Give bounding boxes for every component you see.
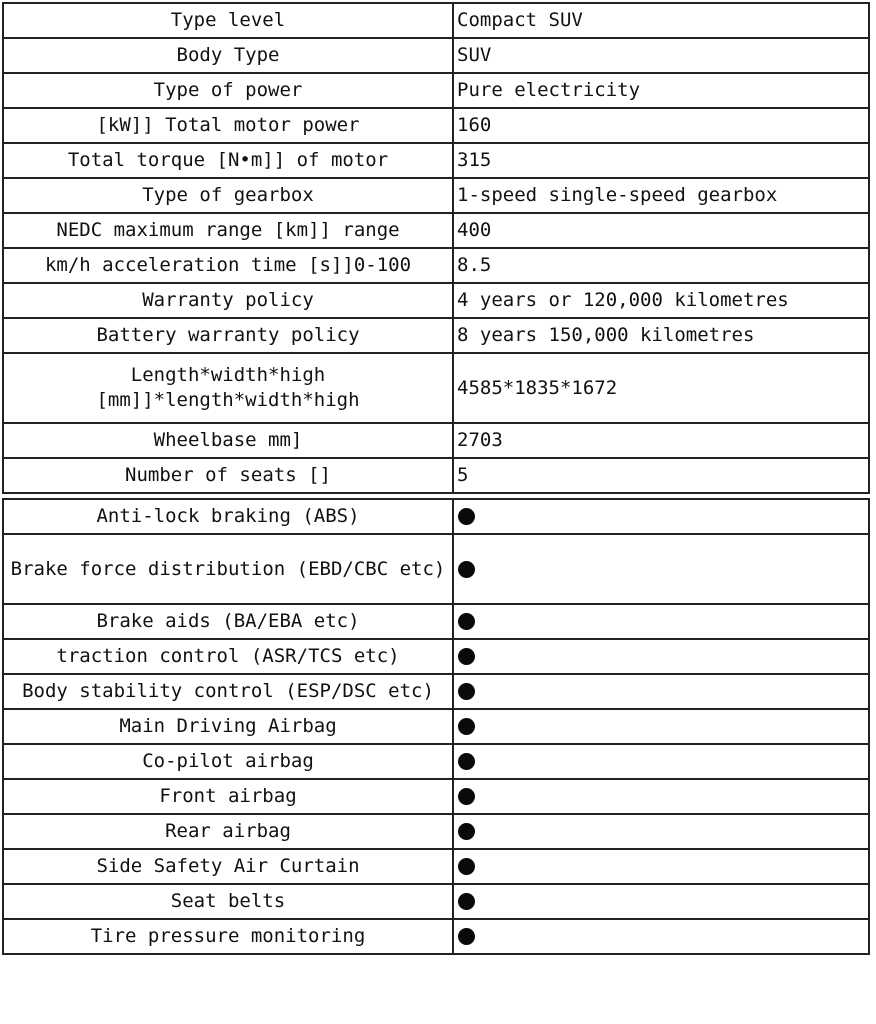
filled-circle-icon [458,508,475,525]
table-row [3,248,869,283]
feature-indicator [453,499,869,534]
table-row [3,108,869,143]
feature-label: Anti-lock braking (ABS) [3,499,453,534]
table-row [3,639,869,674]
table-row [3,3,869,38]
spec-value: 160 [453,108,869,143]
spec-value: 5 [453,458,869,493]
spec-sheet [2,2,870,955]
feature-indicator [453,709,869,744]
feature-label: Body stability control (ESP/DSC etc) [3,674,453,709]
feature-indicator [453,674,869,709]
spec-value: 8 years 150,000 kilometres [453,318,869,353]
spec-label: Number of seats [] [3,458,453,493]
spec-label: Wheelbase mm] [3,423,453,458]
spec-label: Body Type [3,38,453,73]
spec-label: Type level [3,3,453,38]
feature-indicator [453,604,869,639]
table-row [3,499,869,534]
table-row [3,318,869,353]
feature-indicator [453,884,869,919]
feature-label: Tire pressure monitoring [3,919,453,954]
spec-value: 4 years or 120,000 kilometres [453,283,869,318]
filled-circle-icon [458,928,475,945]
spec-label: Total torque [N•m]] of motor [3,143,453,178]
feature-label: Co-pilot airbag [3,744,453,779]
spec-label: Type of power [3,73,453,108]
spec-value: 8.5 [453,248,869,283]
table-row [3,814,869,849]
feature-label: Main Driving Airbag [3,709,453,744]
table-row [3,849,869,884]
filled-circle-icon [458,788,475,805]
spec-value: Pure electricity [453,73,869,108]
spec-label: NEDC maximum range [km]] range [3,213,453,248]
table-row [3,709,869,744]
filled-circle-icon [458,858,475,875]
feature-label: Rear airbag [3,814,453,849]
spec-value: Compact SUV [453,3,869,38]
table-row [3,458,869,493]
filled-circle-icon [458,648,475,665]
spec-value: SUV [453,38,869,73]
spec-label: Warranty policy [3,283,453,318]
feature-label: Brake force distribution (EBD/CBC etc) [3,534,453,604]
table-row [3,178,869,213]
spec-label: km/h acceleration time [s]]0-100 [3,248,453,283]
table-row [3,919,869,954]
filled-circle-icon [458,823,475,840]
filled-circle-icon [458,683,475,700]
table-row [3,884,869,919]
table-row [3,143,869,178]
feature-indicator [453,919,869,954]
feature-indicator [453,744,869,779]
spec-label: Battery warranty policy [3,318,453,353]
feature-indicator [453,779,869,814]
spec-label: [kW]] Total motor power [3,108,453,143]
spec-value: 1-speed single-speed gearbox [453,178,869,213]
table-row [3,534,869,604]
table-row [3,744,869,779]
table-row [3,73,869,108]
table-row [3,353,869,423]
spec-label: Length*width*high [mm]]*length*width*high [3,353,453,423]
feature-indicator [453,534,869,604]
table-row [3,423,869,458]
feature-indicator [453,849,869,884]
filled-circle-icon [458,753,475,770]
spec-table [2,2,870,955]
feature-indicator [453,814,869,849]
table-row [3,604,869,639]
spec-label: Type of gearbox [3,178,453,213]
table-row [3,38,869,73]
table-row [3,674,869,709]
table-row [3,213,869,248]
filled-circle-icon [458,893,475,910]
table-row [3,779,869,814]
spec-value: 400 [453,213,869,248]
filled-circle-icon [458,561,475,578]
table-row [3,283,869,318]
spec-value: 315 [453,143,869,178]
spec-value: 2703 [453,423,869,458]
spec-value: 4585*1835*1672 [453,353,869,423]
feature-label: Front airbag [3,779,453,814]
feature-indicator [453,639,869,674]
feature-label: Brake aids (BA/EBA etc) [3,604,453,639]
feature-label: Side Safety Air Curtain [3,849,453,884]
filled-circle-icon [458,613,475,630]
feature-label: traction control (ASR/TCS etc) [3,639,453,674]
feature-label: Seat belts [3,884,453,919]
filled-circle-icon [458,718,475,735]
